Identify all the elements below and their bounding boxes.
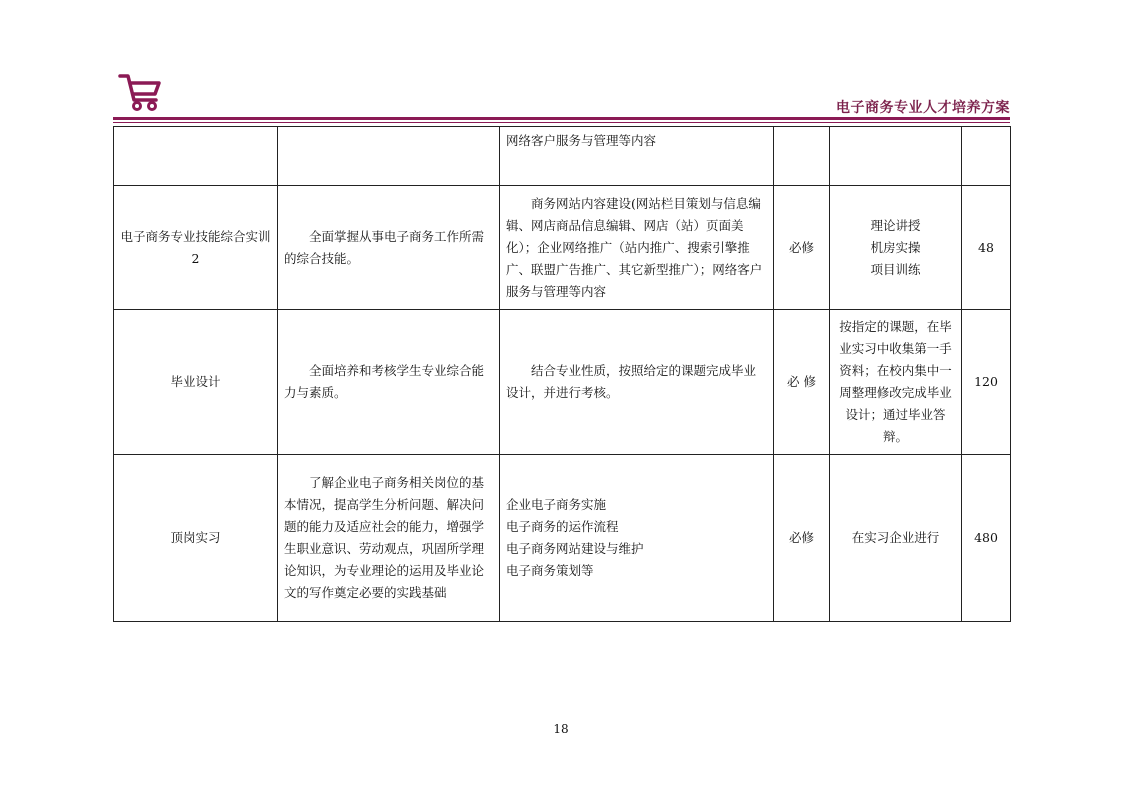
course-hours-cell: 480 bbox=[962, 455, 1011, 622]
course-name-cell: 毕业设计 bbox=[114, 310, 278, 455]
content-line: 电子商务策划等 bbox=[506, 563, 594, 578]
shopping-cart-icon bbox=[118, 72, 162, 112]
table-row bbox=[114, 310, 1011, 455]
course-method-cell: 按指定的课题，在毕业实习中收集第一手资料；在校内集中一周整理修改完成毕业设计；通过毕业答辩。 bbox=[830, 310, 962, 455]
course-name-cell: 电子商务专业技能综合实训 2 bbox=[114, 186, 278, 310]
course-goal-cell bbox=[278, 127, 500, 186]
course-content-cell bbox=[500, 455, 774, 622]
content-line: 企业电子商务实施 bbox=[506, 497, 607, 512]
header-rule-thick bbox=[113, 117, 1010, 120]
method-line: 机房实操 bbox=[870, 239, 921, 255]
course-type-cell: 必修 bbox=[774, 455, 830, 622]
course-goal-cell: 全面掌握从事电子商务工作所需的综合技能。 bbox=[278, 186, 500, 310]
header-title: 电子商务专业人才培养方案 bbox=[836, 100, 1010, 116]
course-method-cell bbox=[830, 186, 962, 310]
course-type-cell: 必修 bbox=[774, 186, 830, 310]
course-content-cell: 网络客户服务与管理等内容 bbox=[500, 127, 774, 186]
course-hours-cell: 120 bbox=[962, 310, 1011, 455]
course-method-cell: 在实习企业进行 bbox=[830, 455, 962, 622]
course-hours-cell bbox=[962, 127, 1011, 186]
course-type-cell bbox=[774, 127, 830, 186]
table-row bbox=[114, 186, 1011, 310]
method-line: 项目训练 bbox=[870, 261, 921, 277]
course-type-cell: 必 修 bbox=[774, 310, 830, 455]
content-line: 电子商务网站建设与维护 bbox=[506, 541, 644, 556]
course-name-cell: 顶岗实习 bbox=[114, 455, 278, 622]
method-line: 理论讲授 bbox=[870, 217, 921, 233]
header-rule-thin bbox=[113, 122, 1010, 123]
table-row bbox=[114, 455, 1011, 622]
course-goal-cell: 了解企业电子商务相关岗位的基本情况，提高学生分析问题、解决问题的能力及适应社会的能力，增强学生职业意识、劳动观点，巩固所学理论知识，为专业理论的运用及毕业论文的写作奠定必要的实践基础 bbox=[278, 455, 500, 622]
course-content-cell: 结合专业性质，按照给定的课题完成毕业设计，并进行考核。 bbox=[500, 310, 774, 455]
curriculum-table bbox=[113, 126, 1011, 622]
course-hours-cell: 48 bbox=[962, 186, 1011, 310]
content-line: 电子商务的运作流程 bbox=[506, 519, 619, 534]
table-row bbox=[114, 127, 1011, 186]
course-method-cell bbox=[830, 127, 962, 186]
course-name-cell bbox=[114, 127, 278, 186]
course-goal-cell: 全面培养和考核学生专业综合能力与素质。 bbox=[278, 310, 500, 455]
course-content-cell: 商务网站内容建设(网站栏目策划与信息编辑、网店商品信息编辑、网店（站）页面美化）；企业网络推广（站内推广、搜索引擎推广、联盟广告推广、其它新型推广）；网络客户服务与管理等内容 bbox=[500, 186, 774, 310]
page-number: 18 bbox=[553, 722, 569, 736]
